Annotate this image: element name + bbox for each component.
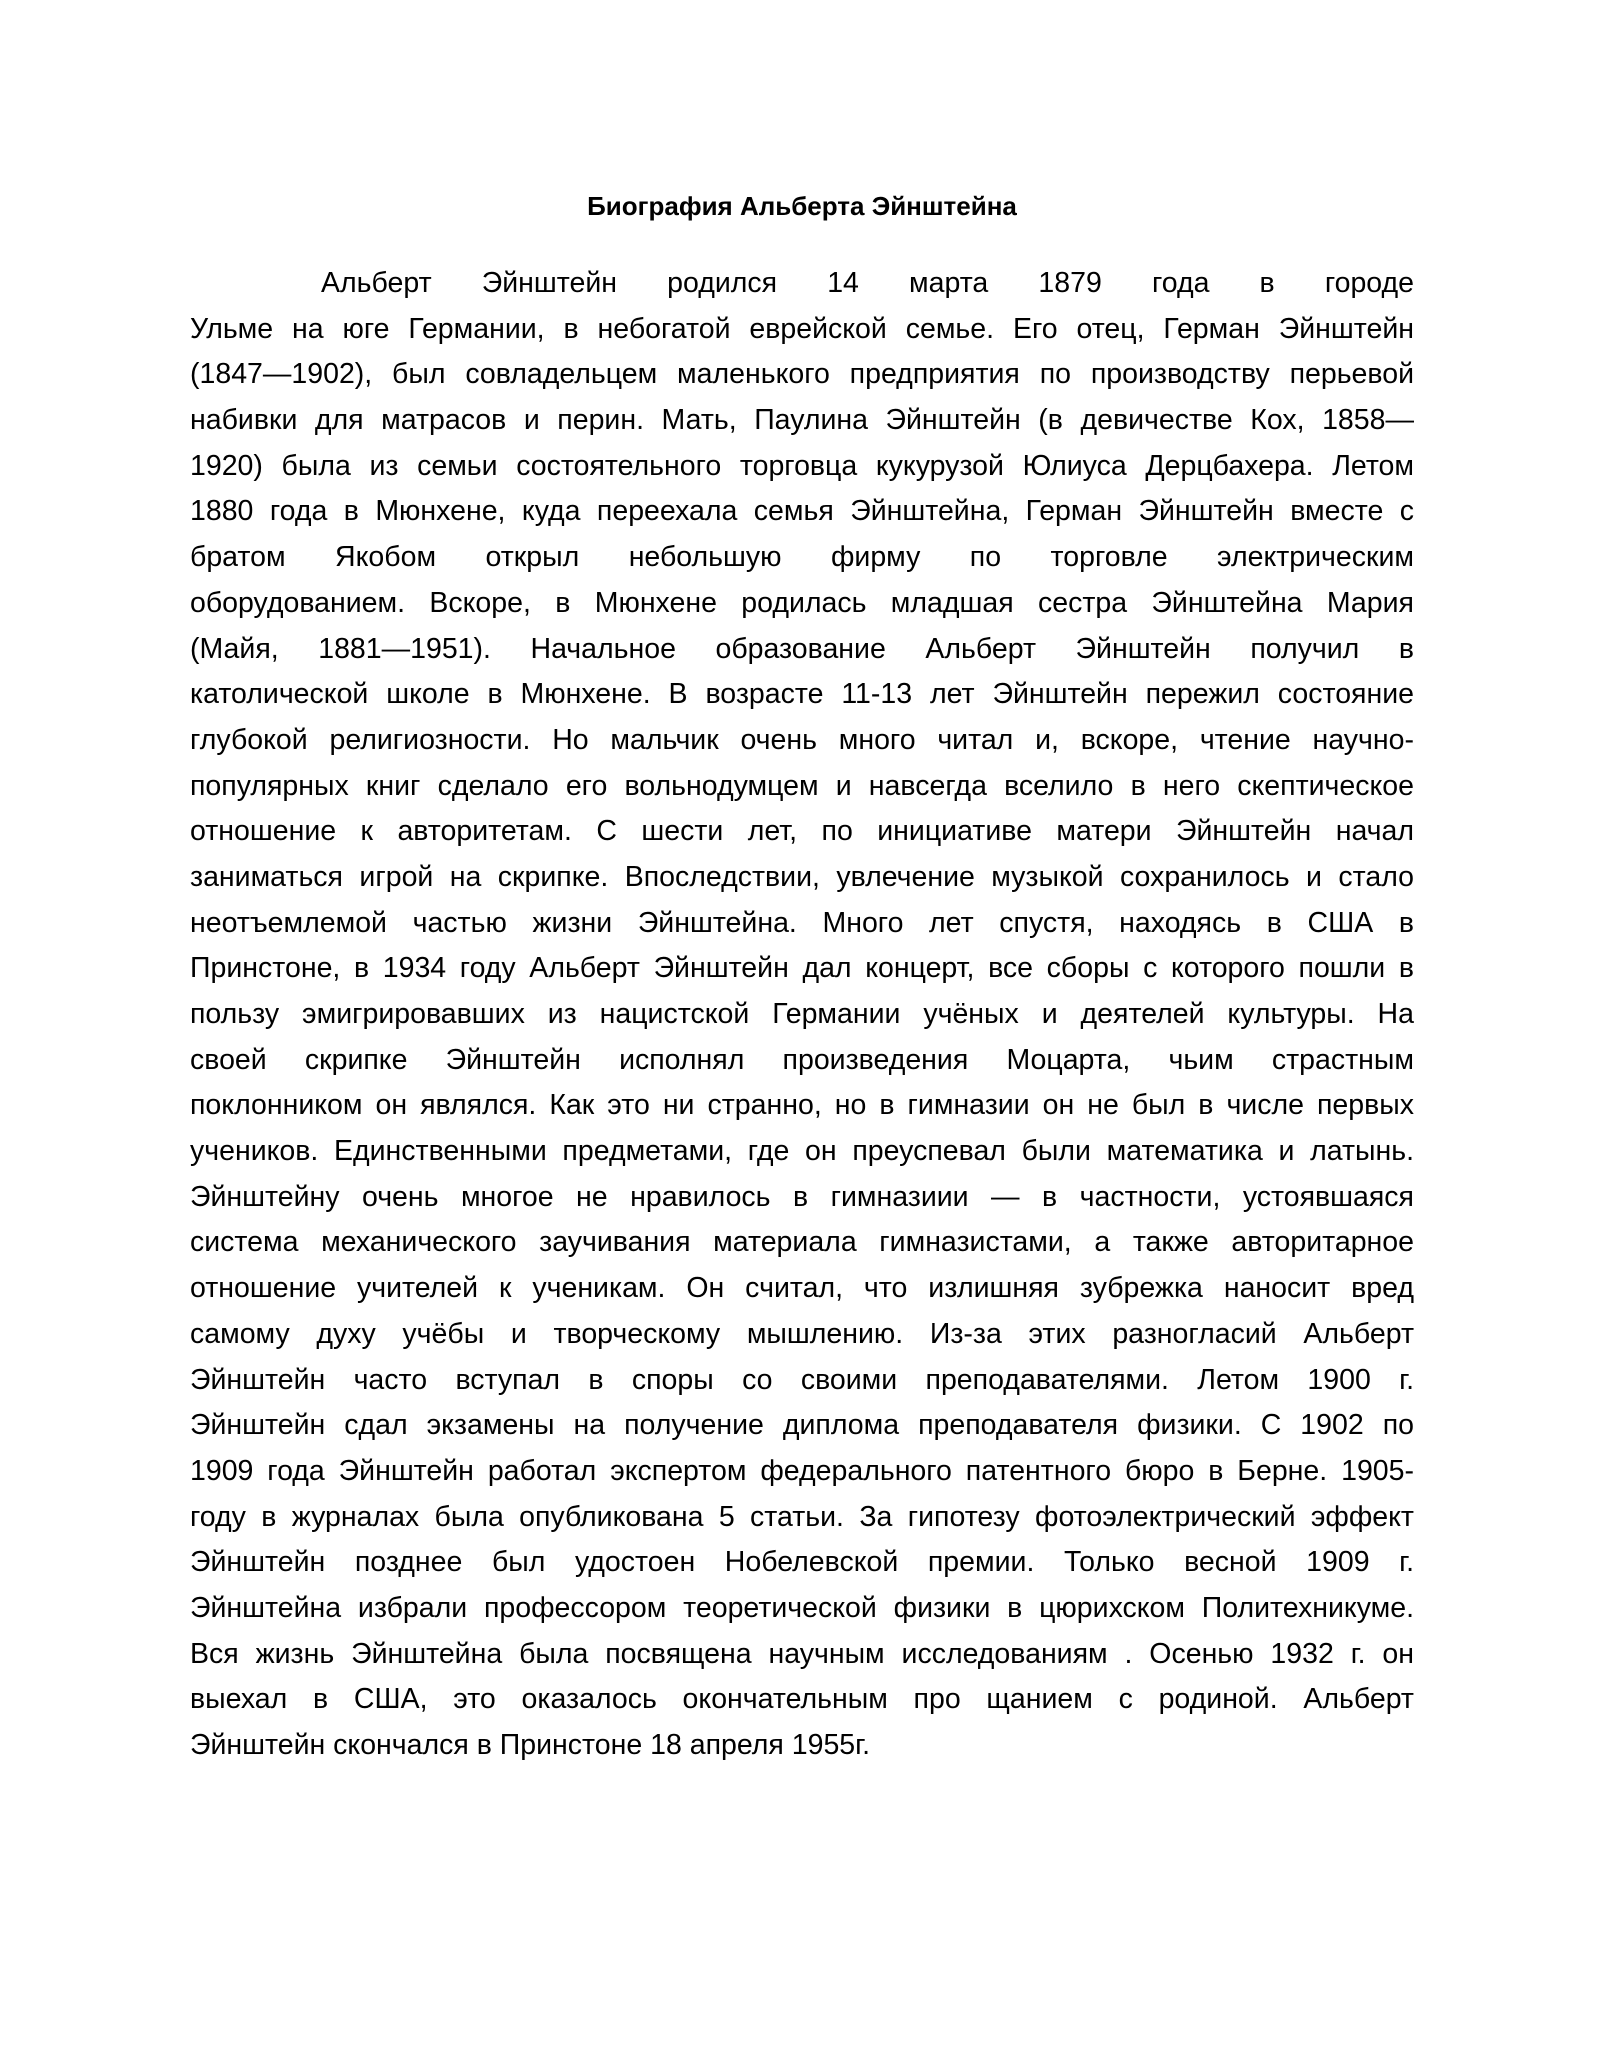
body-line: оборудованием. Вскоре, в Мюнхене родилась младшая сестра Эйнштейна Мария bbox=[190, 586, 1414, 619]
body-line: Эйнштейн скончался в Принстоне 18 апреля 1955г. bbox=[190, 1729, 870, 1761]
body-line: своей скрипке Эйнштейн исполнял произведения Моцарта, чьим страстным bbox=[190, 1043, 1414, 1076]
body-line: Ульме на юге Германии, в небогатой еврейской семье. Его отец, Герман Эйнштейн bbox=[190, 312, 1414, 345]
body-line: (Майя, 1881—1951). Начальное образование Альберт Эйнштейн получил в bbox=[190, 632, 1414, 665]
body-line: Эйнштейн сдал экзамены на получение диплома преподавателя физики. С 1902 по bbox=[190, 1409, 1414, 1442]
body-line: система механического заучивания материала гимназистами, а также авторитарное bbox=[190, 1226, 1414, 1259]
body-line: популярных книг сделало его вольнодумцем и навсегда вселило в него скептическое bbox=[190, 769, 1414, 802]
body-line: отношение учителей к ученикам. Он считал, что излишняя зубрежка наносит вред bbox=[190, 1272, 1414, 1305]
body-line: набивки для матрасов и перин. Мать, Паулина Эйнштейн (в девичестве Кох, 1858— bbox=[190, 404, 1414, 437]
body-line: глубокой религиозности. Но мальчик очень много читал и, вскоре, чтение научно- bbox=[190, 723, 1414, 756]
body-line: выехал в США, это оказалось окончательным про щанием с родиной. Альберт bbox=[190, 1683, 1414, 1716]
body-line: заниматься игрой на скрипке. Впоследствии, увлечение музыкой сохранилось и стало bbox=[190, 860, 1414, 893]
body-line: братом Якобом открыл небольшую фирму по торговле электрическим bbox=[190, 541, 1414, 574]
body-line: учеников. Единственными предметами, где он преуспевал были математика и латынь. bbox=[190, 1135, 1414, 1168]
body-line: Эйнштейна избрали профессором теоретической физики в цюрихском Политехникуме. bbox=[190, 1591, 1414, 1624]
body-line: Альберт Эйнштейн родился 14 марта 1879 года в городе bbox=[321, 267, 1414, 299]
body-line: 1920) была из семьи состоятельного торговца кукурузой Юлиуса Дерцбахера. Летом bbox=[190, 449, 1414, 482]
body-line: Эйнштейну очень многое не нравилось в гимназиии — в частности, устоявшаяся bbox=[190, 1180, 1414, 1213]
body-line: пользу эмигрировавших из нацистской Германии учёных и деятелей культуры. На bbox=[190, 998, 1414, 1030]
body-line: Эйнштейн часто вступал в споры со своими преподавателями. Летом 1900 г. bbox=[190, 1363, 1414, 1396]
body-line: отношение к авторитетам. С шести лет, по инициативе матери Эйнштейн начал bbox=[190, 815, 1414, 848]
document-title: Биография Альберта Эйнштейна bbox=[587, 191, 1017, 221]
body-line: Принстоне, в 1934 году Альберт Эйнштейн дал концерт, все сборы с которого пошли в bbox=[190, 952, 1414, 985]
body-line: поклонником он являлся. Как это ни странно, но в гимназии он не был в числе первых bbox=[190, 1089, 1414, 1122]
body-line: (1847—1902), был совладельцем маленького предприятия по производству перьевой bbox=[190, 358, 1414, 391]
body-line: Эйнштейн позднее был удостоен Нобелевской премии. Только весной 1909 г. bbox=[190, 1546, 1414, 1579]
body-line: 1880 года в Мюнхене, куда переехала семья Эйнштейна, Герман Эйнштейн вместе с bbox=[190, 495, 1414, 528]
body-line: 1909 года Эйнштейн работал экспертом федерального патентного бюро в Берне. 1905- bbox=[190, 1454, 1414, 1487]
body-line: году в журналах была опубликована 5 статьи. За гипотезу фотоэлектрический эффект bbox=[190, 1500, 1414, 1533]
document-body bbox=[190, 261, 1414, 1769]
body-line: католической школе в Мюнхене. В возрасте 11-13 лет Эйнштейн пережил состояние bbox=[190, 678, 1414, 711]
body-line: неотъемлемой частью жизни Эйнштейна. Много лет спустя, находясь в США в bbox=[190, 906, 1414, 939]
body-line: Вся жизнь Эйнштейна была посвящена научным исследованиям . Осенью 1932 г. он bbox=[190, 1637, 1414, 1670]
body-line: самому духу учёбы и творческому мышлению. Из-за этих разногласий Альберт bbox=[190, 1317, 1414, 1350]
